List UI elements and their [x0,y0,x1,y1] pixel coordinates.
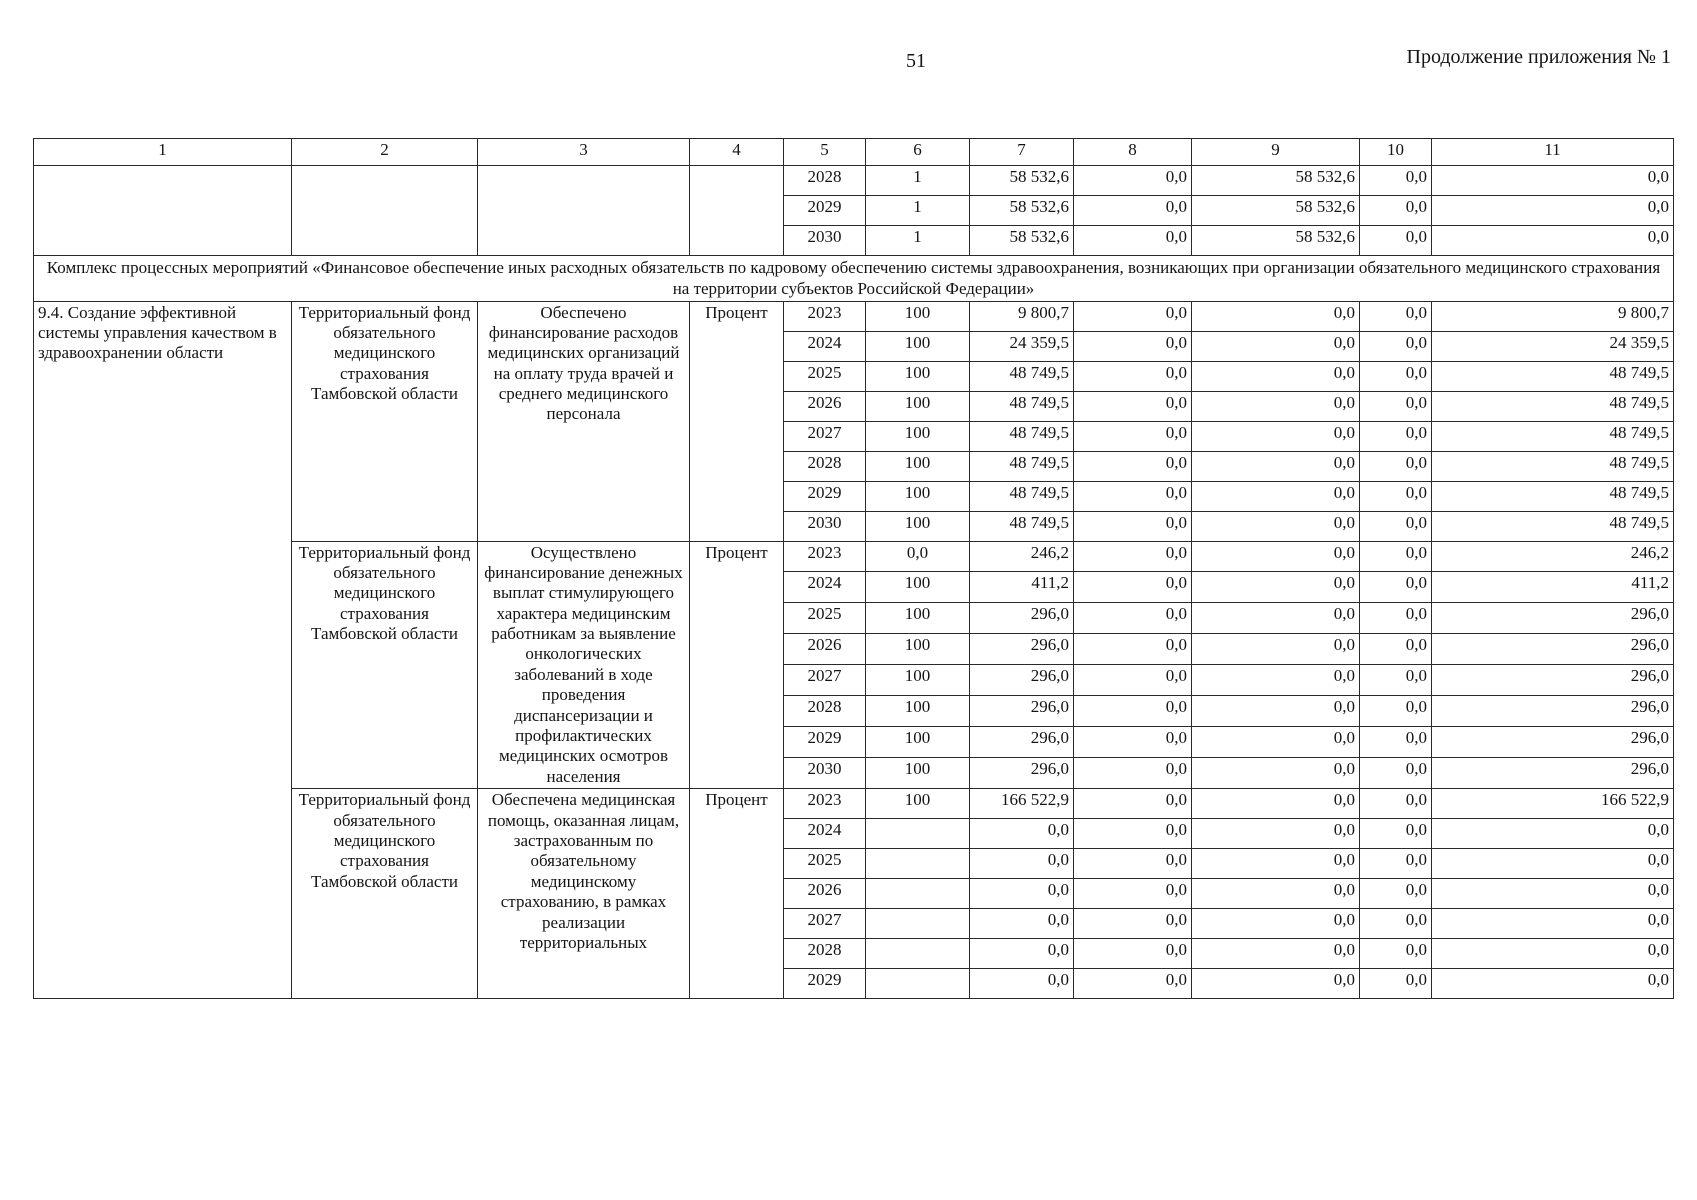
table-cell: 2026 [784,391,866,421]
table-cell: 48 749,5 [970,481,1074,511]
table-cell: 0,0 [1074,331,1192,361]
table-cell: 100 [866,572,970,603]
table-cell: 0,0 [1074,727,1192,758]
table-cell: 0,0 [1074,879,1192,909]
table-cell: 0,0 [1074,451,1192,481]
table-cell: 2028 [784,696,866,727]
table-cell: 0,0 [1360,391,1432,421]
table-cell: 0,0 [1432,909,1674,939]
table-cell: 0,0 [1074,391,1192,421]
table-cell: 0,0 [1074,696,1192,727]
table-cell: 9 800,7 [1432,301,1674,331]
table-cell: 100 [866,696,970,727]
table-cell: 48 749,5 [1432,481,1674,511]
table-cell: 0,0 [1074,572,1192,603]
table-cell: 100 [866,361,970,391]
table-cell: 48 749,5 [970,421,1074,451]
table-cell: 0,0 [970,909,1074,939]
table-cell: 0,0 [1360,939,1432,969]
table-cell: 296,0 [970,603,1074,634]
indicator-cell: Обеспечено финансирование расходов медицинских организаций на оплату труда врачей и среднего медицинского персонала [478,301,690,541]
table-cell: 0,0 [1192,481,1360,511]
empty-cell [478,166,690,256]
appendix-continuation-label: Продолжение приложения № 1 [1406,46,1671,68]
table-cell: 0,0 [1074,819,1192,849]
table-cell: 0,0 [1192,541,1360,572]
table-cell: 0,0 [1432,196,1674,226]
table-cell: 48 749,5 [1432,511,1674,541]
table-cell: 296,0 [1432,665,1674,696]
table-cell: 2025 [784,361,866,391]
table-cell: 0,0 [1360,969,1432,999]
table-cell [866,879,970,909]
table-cell: 296,0 [970,758,1074,789]
table-cell: 100 [866,301,970,331]
table-cell: 0,0 [1074,166,1192,196]
table-cell: 100 [866,603,970,634]
table-cell: 0,0 [1360,909,1432,939]
column-header-7: 7 [970,139,1074,166]
table-cell: 296,0 [1432,758,1674,789]
table-cell: 0,0 [1074,665,1192,696]
table-cell: 0,0 [1192,391,1360,421]
table-cell: 0,0 [1432,939,1674,969]
executor-cell: Территориальный фонд обязательного медицинского страхования Тамбовской области [292,541,478,789]
table-cell: 58 532,6 [970,226,1074,256]
table-cell: 2025 [784,849,866,879]
table-cell: 100 [866,451,970,481]
table-cell: 296,0 [1432,727,1674,758]
table-cell: 0,0 [1360,421,1432,451]
table-cell: 2026 [784,634,866,665]
table-cell: 100 [866,391,970,421]
empty-cell [34,166,292,256]
unit-cell: Процент [690,301,784,541]
table-cell: 48 749,5 [970,511,1074,541]
column-header-11: 11 [1432,139,1674,166]
executor-cell: Территориальный фонд обязательного медицинского страхования Тамбовской области [292,301,478,541]
table-cell: 0,0 [1432,819,1674,849]
table-cell: 0,0 [1192,301,1360,331]
table-cell: 2026 [784,879,866,909]
table-cell: 296,0 [1432,634,1674,665]
table-cell: 296,0 [1432,696,1674,727]
table-cell: 100 [866,727,970,758]
table-cell: 0,0 [1074,511,1192,541]
table-cell [866,819,970,849]
table-cell: 166 522,9 [1432,789,1674,819]
table-cell [866,849,970,879]
empty-cell [690,166,784,256]
table-cell: 0,0 [1432,849,1674,879]
table-cell: 0,0 [1192,331,1360,361]
table-cell [866,909,970,939]
table-cell: 0,0 [1192,511,1360,541]
unit-cell: Процент [690,541,784,789]
table-cell: 296,0 [1432,603,1674,634]
indicator-cell: Осуществлено финансирование денежных выплат стимулирующего характера медицинским работникам за выявление онкологических заболеваний в ходе проведения диспансеризации и профилактических медицинских осмотров населения [478,541,690,789]
column-header-9: 9 [1192,139,1360,166]
table-cell: 0,0 [970,879,1074,909]
table-cell: 0,0 [1360,451,1432,481]
table-cell: 58 532,6 [1192,196,1360,226]
table-cell: 0,0 [1192,451,1360,481]
table-cell: 2023 [784,789,866,819]
table-cell: 48 749,5 [970,361,1074,391]
table-cell: 0,0 [1074,226,1192,256]
table-cell: 0,0 [1360,665,1432,696]
table-cell: 0,0 [1360,331,1432,361]
table-cell: 2024 [784,572,866,603]
table-cell: 0,0 [1074,196,1192,226]
table-cell: 0,0 [1360,634,1432,665]
table-cell: 0,0 [1074,361,1192,391]
column-header-3: 3 [478,139,690,166]
table-cell: 2027 [784,665,866,696]
table-cell: 0,0 [1432,226,1674,256]
table-cell: 0,0 [1074,421,1192,451]
table-cell: 2030 [784,511,866,541]
table-cell: 2028 [784,939,866,969]
table-row [34,139,1674,166]
column-header-6: 6 [866,139,970,166]
table-cell: 0,0 [1360,301,1432,331]
table-cell: 166 522,9 [970,789,1074,819]
table-cell: 2030 [784,758,866,789]
table-cell: 296,0 [970,727,1074,758]
table-cell: 1 [866,226,970,256]
column-header-4: 4 [690,139,784,166]
table-cell: 0,0 [1074,301,1192,331]
table-cell: 48 749,5 [1432,361,1674,391]
table-cell: 0,0 [1360,819,1432,849]
table-cell: 100 [866,421,970,451]
table-cell: 0,0 [1192,909,1360,939]
table-cell: 48 749,5 [1432,451,1674,481]
measure-name: 9.4. Создание эффективной системы управления качеством в здравоохранении области [34,301,292,999]
table-body [34,139,1674,999]
table-cell: 0,0 [970,819,1074,849]
table-cell: 0,0 [1074,939,1192,969]
empty-cell [292,166,478,256]
table-cell: 48 749,5 [1432,391,1674,421]
table-cell: 100 [866,665,970,696]
table-cell: 246,2 [970,541,1074,572]
table-cell: 0,0 [1074,849,1192,879]
table-cell: 0,0 [1360,166,1432,196]
table-cell: 0,0 [1192,939,1360,969]
table-cell: 2027 [784,421,866,451]
table-cell: 0,0 [1074,481,1192,511]
table-cell: 0,0 [1192,727,1360,758]
table-cell: 2024 [784,819,866,849]
table-cell [866,939,970,969]
table-cell: 0,0 [970,939,1074,969]
table-cell: 0,0 [1074,758,1192,789]
table-cell: 411,2 [970,572,1074,603]
table-cell: 0,0 [1360,849,1432,879]
table-cell: 0,0 [1360,789,1432,819]
complex-title: Комплекс процессных мероприятий «Финансовое обеспечение иных расходных обязательств по кадровому обеспечению системы здравоохранения, возникающих при организации обязательного медицинского страхования на территории субъектов Российской Федерации» [34,256,1674,302]
table-cell: 24 359,5 [970,331,1074,361]
table-cell: 2030 [784,226,866,256]
table-cell: 0,0 [1192,879,1360,909]
table-cell: 58 532,6 [1192,226,1360,256]
table-cell: 0,0 [1192,572,1360,603]
table-cell: 0,0 [1074,634,1192,665]
table-cell: 0,0 [1360,541,1432,572]
table-cell: 0,0 [1432,879,1674,909]
table-cell: 296,0 [970,634,1074,665]
column-header-1: 1 [34,139,292,166]
table-cell: 0,0 [1360,696,1432,727]
table-cell: 2027 [784,909,866,939]
table-cell: 0,0 [1360,727,1432,758]
table-cell: 58 532,6 [970,166,1074,196]
table-row [34,256,1674,302]
table-cell: 48 749,5 [970,391,1074,421]
table-cell: 48 749,5 [970,451,1074,481]
table-cell: 2029 [784,969,866,999]
table-cell: 2029 [784,481,866,511]
table-cell: 2029 [784,727,866,758]
table-cell: 0,0 [1360,758,1432,789]
table-cell: 0,0 [1360,879,1432,909]
table-cell: 0,0 [1360,196,1432,226]
table-cell: 0,0 [1074,541,1192,572]
table-cell: 0,0 [1074,789,1192,819]
table-cell: 2024 [784,331,866,361]
table-cell: 0,0 [1192,696,1360,727]
table-cell: 100 [866,789,970,819]
table-cell: 296,0 [970,696,1074,727]
table-cell: 0,0 [1360,361,1432,391]
table-cell: 2023 [784,541,866,572]
table-cell: 0,0 [1074,603,1192,634]
column-header-2: 2 [292,139,478,166]
table-cell: 0,0 [1192,603,1360,634]
table-cell: 24 359,5 [1432,331,1674,361]
table-cell: 411,2 [1432,572,1674,603]
unit-cell: Процент [690,789,784,999]
table-cell: 100 [866,331,970,361]
table-cell: 0,0 [1360,572,1432,603]
table-cell: 0,0 [970,969,1074,999]
program-table [33,138,1674,999]
table-cell: 0,0 [1192,969,1360,999]
table-cell: 0,0 [1192,789,1360,819]
table-row [34,166,1674,196]
table-cell [866,969,970,999]
table-cell: 0,0 [1360,603,1432,634]
table-cell: 58 532,6 [1192,166,1360,196]
table-cell: 2028 [784,451,866,481]
table-cell: 2029 [784,196,866,226]
table-cell: 0,0 [1192,758,1360,789]
table-cell: 0,0 [1192,849,1360,879]
table-cell: 0,0 [1074,909,1192,939]
page-number: 51 [906,50,926,72]
table-cell: 0,0 [866,541,970,572]
table-cell: 0,0 [1192,361,1360,391]
indicator-cell: Обеспечена медицинская помощь, оказанная лицам, застрахованным по обязательному медицинскому страхованию, в рамках реализации территориальных [478,789,690,999]
executor-cell: Территориальный фонд обязательного медицинского страхования Тамбовской области [292,789,478,999]
table-cell: 48 749,5 [1432,421,1674,451]
table-cell: 100 [866,481,970,511]
table-cell: 0,0 [1432,969,1674,999]
table-cell: 0,0 [970,849,1074,879]
table-cell: 1 [866,166,970,196]
table-cell: 100 [866,511,970,541]
table-cell: 0,0 [1432,166,1674,196]
table-row [34,301,1674,331]
table-cell: 0,0 [1074,969,1192,999]
table-cell: 2025 [784,603,866,634]
table-cell: 2023 [784,301,866,331]
table-cell: 2028 [784,166,866,196]
table-cell: 9 800,7 [970,301,1074,331]
table-cell: 58 532,6 [970,196,1074,226]
column-header-5: 5 [784,139,866,166]
table-cell: 0,0 [1192,634,1360,665]
table-cell: 100 [866,634,970,665]
table-cell: 1 [866,196,970,226]
column-header-8: 8 [1074,139,1192,166]
table-cell: 0,0 [1360,511,1432,541]
table-cell: 296,0 [970,665,1074,696]
table-cell: 0,0 [1192,421,1360,451]
table-cell: 100 [866,758,970,789]
table-cell: 246,2 [1432,541,1674,572]
table-cell: 0,0 [1192,819,1360,849]
table-cell: 0,0 [1360,481,1432,511]
table-cell: 0,0 [1360,226,1432,256]
table-cell: 0,0 [1192,665,1360,696]
column-header-10: 10 [1360,139,1432,166]
